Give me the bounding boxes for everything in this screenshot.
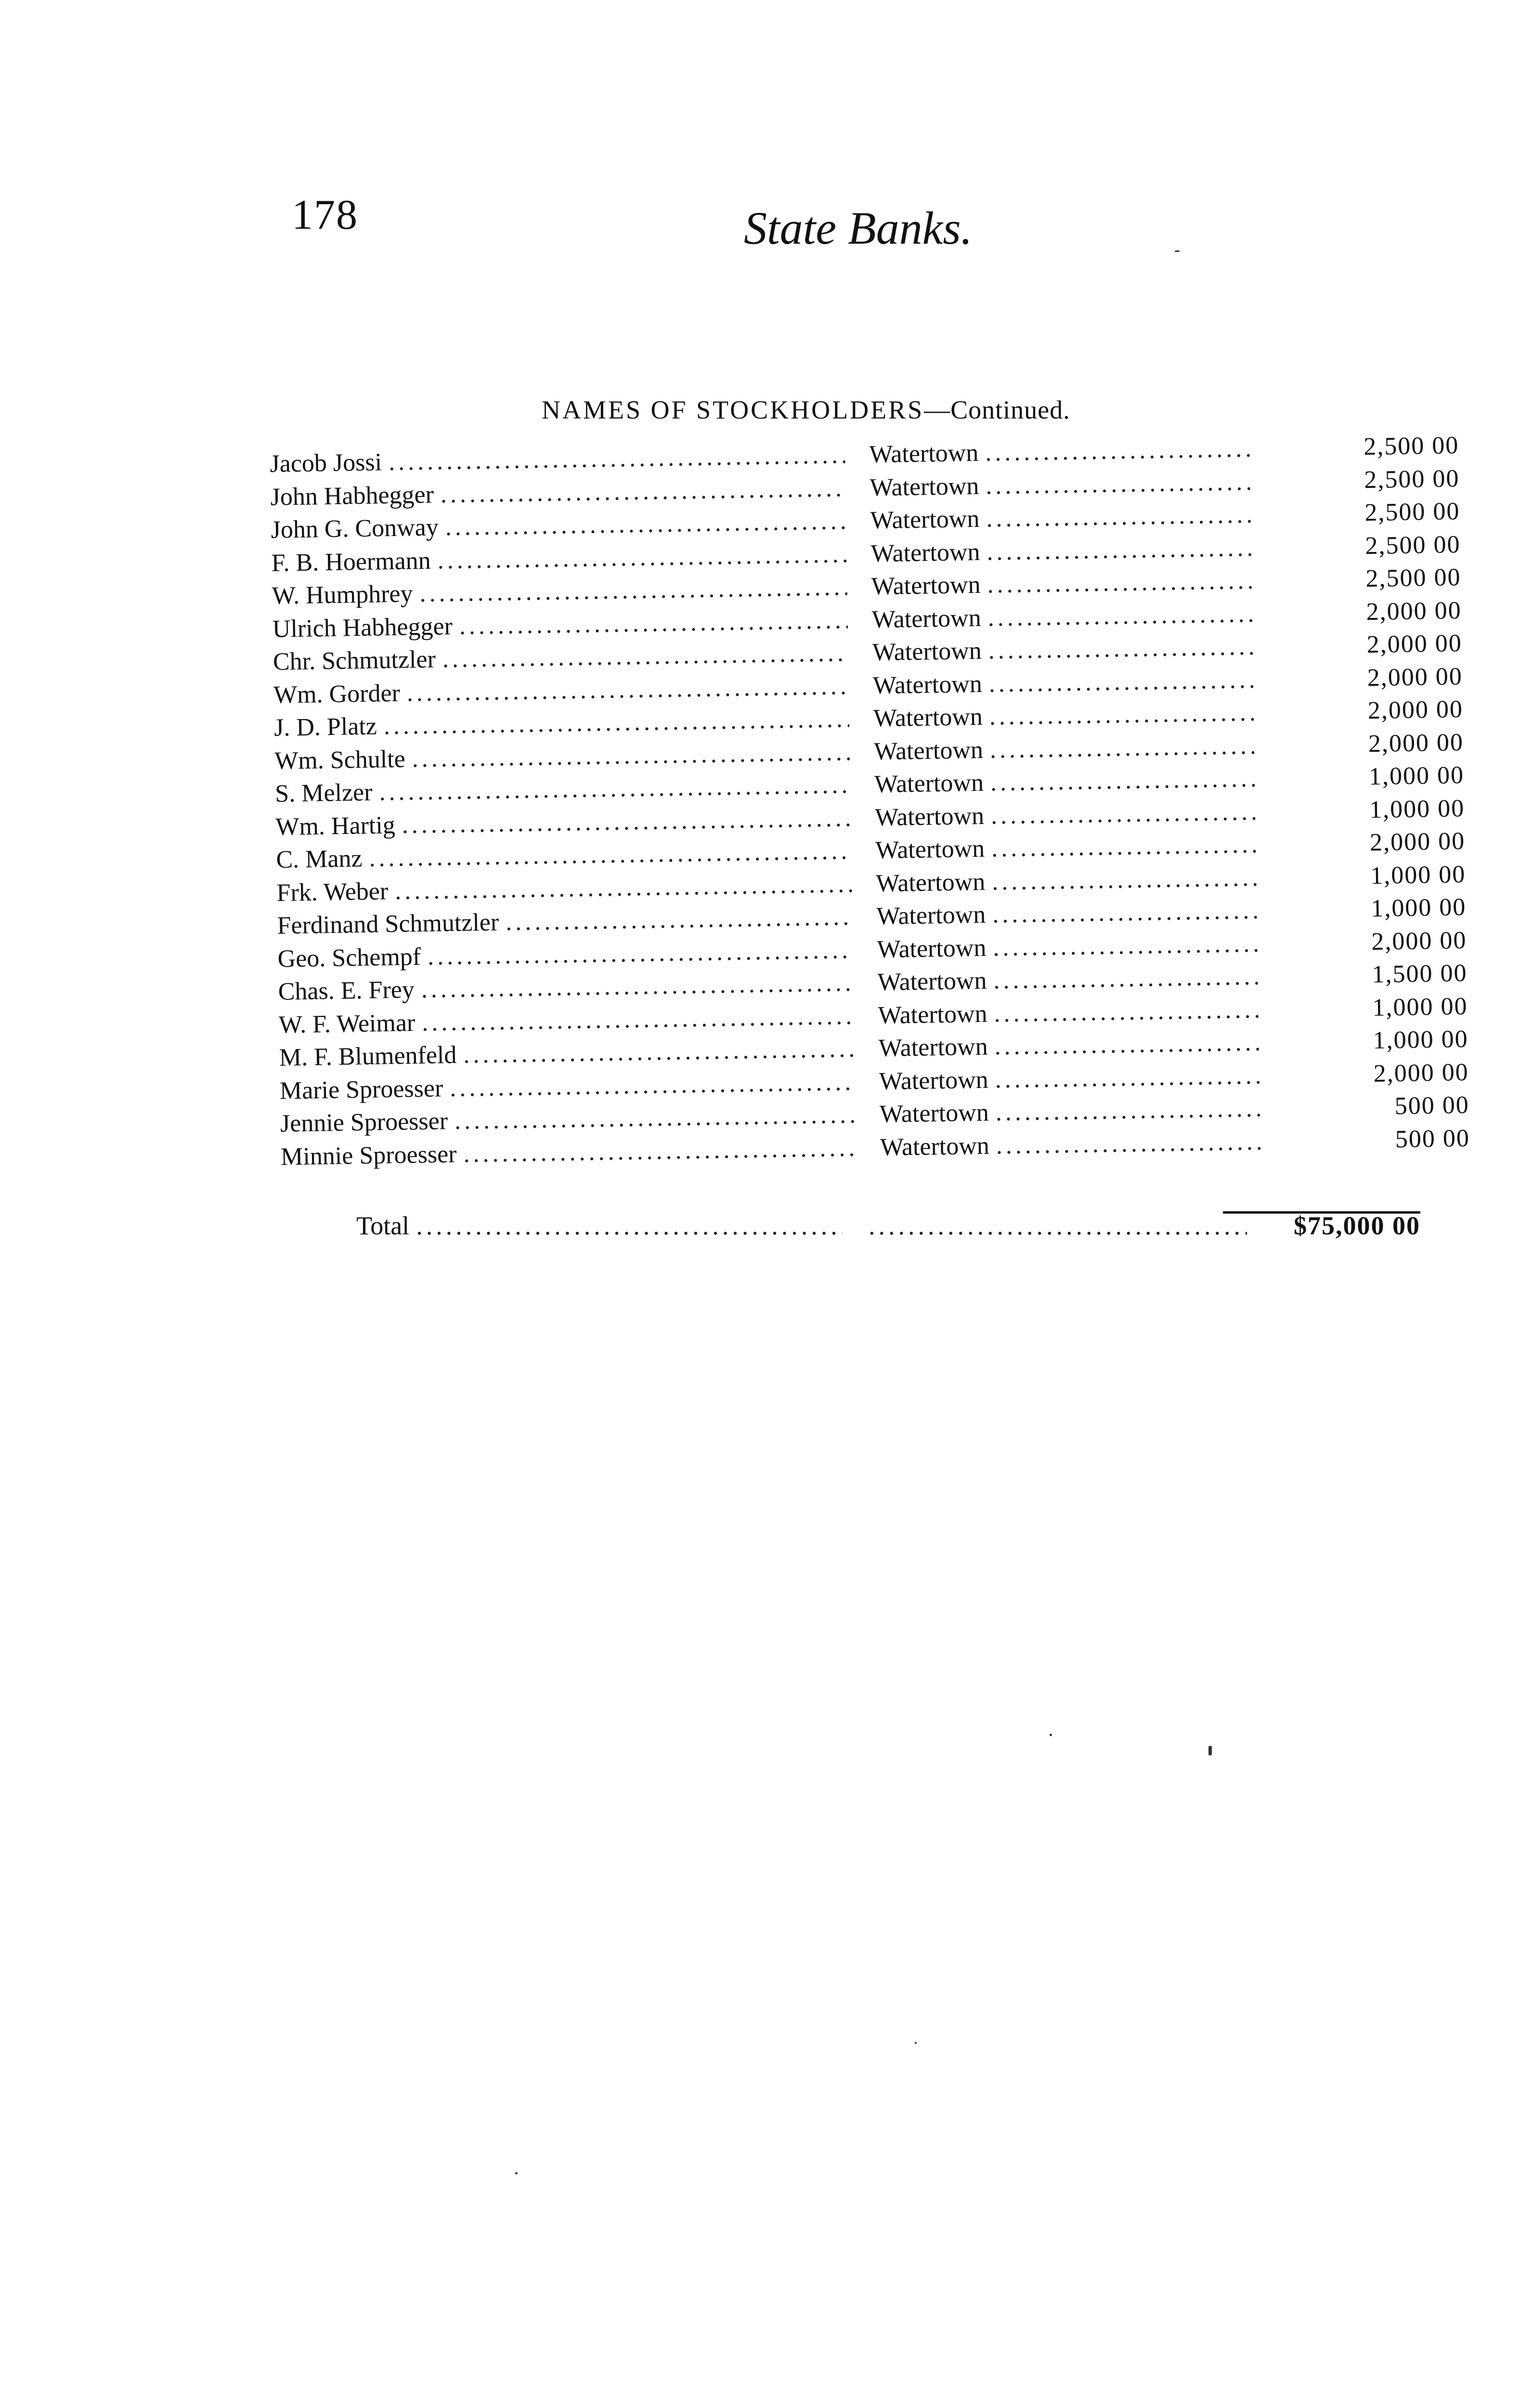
- stockholder-residence-cell: [870, 498, 1251, 537]
- stockholder-name: Frk. Weber: [276, 877, 389, 907]
- stockholder-name: M. F. Blumenfeld: [279, 1041, 457, 1072]
- stockholder-name: Chas. E. Frey: [278, 976, 415, 1006]
- leader-dots: [433, 472, 846, 511]
- leader-dots: [983, 762, 1255, 799]
- stockholder-residence: Watertown: [874, 802, 985, 831]
- leader-dots: [981, 630, 1253, 667]
- stockholder-residence-cell: [876, 894, 1257, 933]
- stockholder-residence: Watertown: [878, 1033, 988, 1062]
- stockholder-residence-cell: [872, 663, 1253, 702]
- stockholder-amount: 2,500 00: [1365, 530, 1461, 560]
- stockholder-residence: Watertown: [870, 505, 980, 535]
- leader-dots: [986, 894, 1257, 931]
- stockholder-amount: 2,000 00: [1367, 662, 1463, 692]
- stockholder-name: W. Humphrey: [272, 580, 413, 610]
- stockholder-amount: 1,000 00: [1373, 1025, 1469, 1055]
- stockholder-residence: Watertown: [872, 637, 982, 667]
- leader-dots: [452, 604, 848, 643]
- stockholder-name: Minnie Sproesser: [280, 1140, 457, 1171]
- stockholder-residence: Watertown: [870, 472, 979, 501]
- stockholder-name: S. Melzer: [274, 778, 373, 808]
- total-leader-cell: [862, 1206, 1247, 1245]
- leader-dots: [448, 1099, 856, 1138]
- stockholder-residence-cell: [871, 597, 1252, 636]
- stockholder-amount: 2,000 00: [1366, 629, 1463, 659]
- stockholder-name: C. Manz: [275, 845, 363, 874]
- leader-dots: [988, 1059, 1260, 1096]
- leader-dots: [979, 466, 1250, 503]
- print-speck: [1050, 1734, 1052, 1736]
- stockholder-residence: Watertown: [877, 967, 987, 996]
- total-label: Total: [356, 1211, 410, 1240]
- stockholder-residence-cell: [875, 828, 1256, 867]
- leader-dots: [409, 1206, 843, 1245]
- stockholder-name: Jacob Jossi: [270, 448, 382, 478]
- stockholder-residence-cell: [870, 532, 1251, 570]
- leader-dots: [435, 637, 848, 676]
- stockholder-residence: Watertown: [872, 670, 983, 699]
- stockholder-name: John G. Conway: [271, 513, 439, 544]
- leader-dots: [438, 505, 846, 544]
- stockholder-residence-cell: [879, 1092, 1260, 1131]
- stockholder-residence: Watertown: [871, 571, 981, 601]
- stockholder-amount: 500 00: [1394, 1091, 1470, 1120]
- stockholder-name: John Habhegger: [270, 481, 434, 511]
- stockholder-name: Wm. Hartig: [275, 811, 396, 841]
- stockholder-residence-cell: [878, 1026, 1259, 1065]
- stockholder-residence: Watertown: [875, 868, 986, 897]
- stockholder-residence: Watertown: [873, 736, 984, 765]
- stockholder-amount: 2,000 00: [1371, 926, 1467, 955]
- leader-dots: [430, 538, 847, 577]
- stockholder-residence: Watertown: [873, 703, 983, 733]
- stockholder-residence: Watertown: [878, 1000, 987, 1029]
- page-number: 178: [292, 192, 358, 238]
- stockholder-name: Geo. Schempf: [277, 942, 421, 973]
- stockholder-amount: 1,000 00: [1370, 893, 1467, 923]
- leader-dots: [982, 696, 1254, 733]
- stockholder-residence-cell: [874, 729, 1255, 768]
- total-row: [356, 1206, 1420, 1245]
- stockholder-residence-cell: [877, 927, 1258, 966]
- stockholder-residence: Watertown: [870, 538, 980, 567]
- stockholder-residence-cell: [880, 1125, 1260, 1164]
- stockholder-amount: 2,000 00: [1373, 1058, 1469, 1087]
- leader-dots: [985, 861, 1257, 898]
- stockholder-table: [270, 429, 1470, 1174]
- stockholder-name: J. D. Platz: [273, 712, 377, 742]
- print-speck: [1208, 1746, 1212, 1755]
- stockholder-amount: 2,000 00: [1368, 728, 1464, 758]
- section-heading-text: NAMES OF STOCKHOLDERS: [542, 395, 924, 424]
- stockholder-residence-cell: [873, 696, 1254, 735]
- stockholder-residence: Watertown: [869, 439, 979, 469]
- leader-dots: [986, 927, 1258, 964]
- leader-dots: [982, 663, 1253, 700]
- leader-dots: [981, 597, 1252, 634]
- stockholder-residence: Watertown: [875, 835, 985, 864]
- stockholder-amount: 1,000 00: [1370, 860, 1466, 890]
- total-label-cell: [356, 1206, 843, 1245]
- stockholder-residence-cell: [870, 466, 1250, 504]
- leader-dots: [980, 564, 1252, 602]
- leader-dots: [988, 1092, 1260, 1129]
- stockholder-residence-cell: [869, 432, 1250, 471]
- stockholder-amount: 2,500 00: [1363, 432, 1459, 461]
- stockholder-residence-cell: [877, 960, 1258, 999]
- stockholder-residence-cell: [874, 762, 1255, 801]
- stockholder-residence: Watertown: [879, 1099, 989, 1128]
- stockholder-residence-cell: [879, 1059, 1260, 1098]
- stockholder-amount: 1,000 00: [1369, 794, 1465, 824]
- leader-dots: [978, 432, 1250, 470]
- stockholder-amount: 2,000 00: [1369, 827, 1466, 857]
- stockholder-residence: Watertown: [871, 604, 982, 633]
- leader-dots: [979, 498, 1251, 536]
- leader-dots: [983, 729, 1254, 766]
- leader-dots: [443, 1066, 856, 1105]
- leader-dots: [984, 795, 1255, 832]
- stockholder-name: Ulrich Habhegger: [272, 612, 453, 643]
- stockholder-residence-cell: [876, 861, 1257, 900]
- stockholder-residence: Watertown: [876, 901, 986, 930]
- stockholder-residence: Watertown: [880, 1132, 990, 1161]
- print-speck: [515, 2172, 518, 2174]
- stockholder-name: Wm. Gorder: [273, 679, 401, 709]
- stockholder-name: F. B. Hoermann: [271, 547, 431, 577]
- stockholder-amount: 2,500 00: [1365, 563, 1461, 593]
- stockholder-residence-cell: [878, 993, 1259, 1032]
- stockholder-name: Wm. Schulte: [274, 745, 406, 775]
- stockholder-amount: 1,000 00: [1372, 992, 1468, 1021]
- stockholder-amount: 1,500 00: [1372, 959, 1468, 989]
- stockholder-name: W. F. Weimar: [278, 1008, 416, 1039]
- stockholder-amount: 500 00: [1395, 1124, 1470, 1153]
- stockholder-residence: Watertown: [874, 769, 984, 798]
- stockholder-name: Jennie Sproesser: [280, 1107, 448, 1138]
- leader-dots: [862, 1206, 1247, 1245]
- leader-dots: [987, 993, 1259, 1030]
- stockholder-name: Marie Sproesser: [279, 1074, 443, 1105]
- running-head: State Banks.: [744, 202, 973, 254]
- leader-dots: [985, 828, 1256, 865]
- stockholder-amount: 2,500 00: [1364, 464, 1460, 494]
- stockholder-residence-cell: [872, 630, 1253, 669]
- print-speck: [1175, 250, 1180, 252]
- stockholder-amount: 2,500 00: [1364, 497, 1460, 527]
- print-speck: [915, 2042, 917, 2044]
- leader-dots: [456, 1132, 857, 1171]
- leader-dots: [989, 1125, 1260, 1162]
- leader-dots: [456, 1033, 855, 1072]
- stockholder-name: Ferdinand Schmutzler: [277, 908, 499, 940]
- stockholder-amount: 2,000 00: [1366, 596, 1462, 626]
- leader-dots: [980, 532, 1251, 569]
- stockholder-amount: 2,000 00: [1367, 695, 1464, 725]
- stockholder-residence-cell: [871, 564, 1252, 603]
- stockholder-amount: 1,000 00: [1368, 761, 1465, 791]
- section-heading: [542, 395, 1070, 425]
- leader-dots: [987, 960, 1258, 997]
- stockholder-residence: Watertown: [877, 934, 987, 963]
- stockholder-residence-cell: [875, 795, 1256, 834]
- leader-dots: [499, 901, 853, 939]
- section-heading-suffix: —Continued.: [924, 395, 1070, 424]
- total-amount: $75,000 00: [1294, 1211, 1420, 1240]
- stockholder-name: Chr. Schmutzler: [273, 645, 436, 676]
- stockholder-residence: Watertown: [879, 1066, 989, 1095]
- leader-dots: [987, 1026, 1259, 1063]
